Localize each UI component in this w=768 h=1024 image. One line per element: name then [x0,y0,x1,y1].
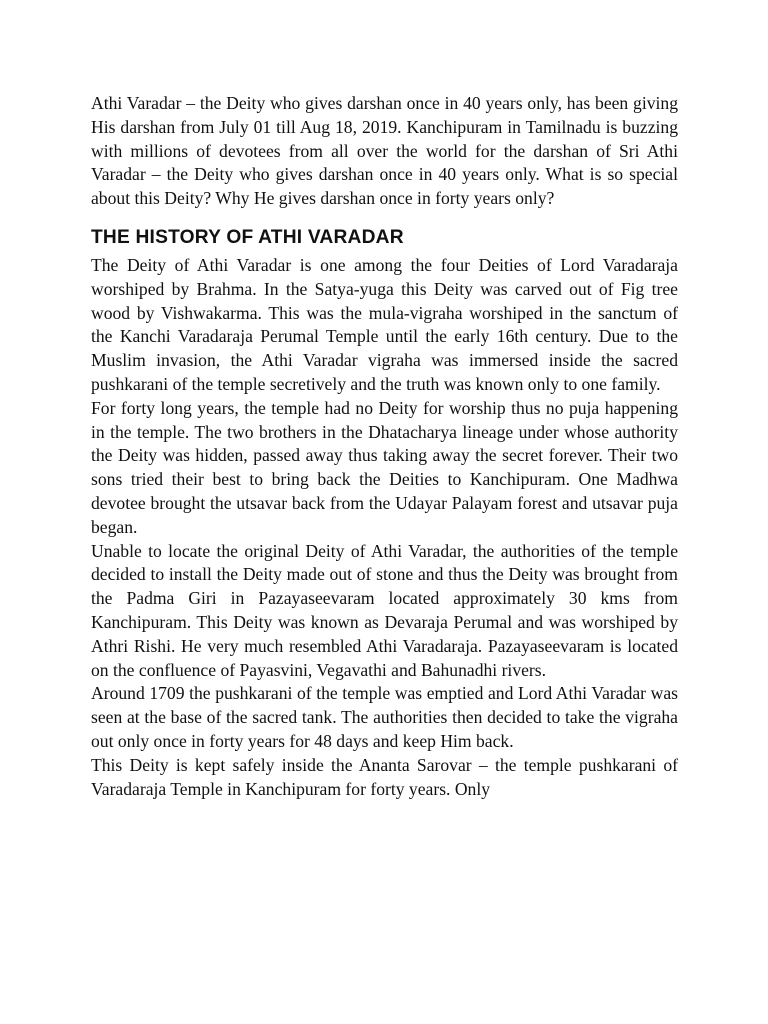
document-page [91,92,678,801]
intro-paragraph: Athi Varadar – the Deity who gives darshan once in 40 years only, has been giving His darshan from July 01 till Aug 18, 2019. Kanchipuram in Tamilnadu is buzzing with millions of devotees from all over the world for the darshan of Sri Athi Varadar – the Deity who gives darshan once in 40 years only. What is so special about this Deity? Why He gives darshan once in forty years only? [91,93,678,209]
section-heading: THE HISTORY OF ATHI VARADAR [91,226,404,248]
body-paragraph-2: For forty long years, the temple had no Deity for worship thus no puja happening in the temple. The two brothers in the Dhatacharya lineage under whose authority the Deity was hidden, passed away thus taking away the secret forever. Their two sons tried their best to bring back the Deities to Kanchipuram. One Madhwa devotee brought the utsavar back from the Udayar Palayam forest and utsavar puja began. [91,397,678,537]
body-paragraph-4: Around 1709 the pushkarani of the temple was emptied and Lord Athi Varadar was seen at the base of the sacred tank. The authorities then decided to take the vigraha out only once in forty years for 48 days and keep Him back. [91,683,678,751]
body-paragraph-5: This Deity is kept safely inside the Ananta Sarovar – the temple pushkarani of Varadaraja Temple in Kanchipuram for forty years. Only [91,754,678,799]
body-paragraph-1: The Deity of Athi Varadar is one among the four Deities of Lord Varadaraja worshiped by Brahma. In the Satya-yuga this Deity was carved out of Fig tree wood by Vishwakarma. This was the mula-vigraha worshiped in the sanctum of the Kanchi Varadaraja Perumal Temple until the early 16th century. Due to the Muslim invasion, the Athi Varadar vigraha was immersed inside the sacred pushkarani of the temple secretively and the truth was known only to one family. [91,254,678,394]
body-paragraph-3: Unable to locate the original Deity of Athi Varadar, the authorities of the temple decided to install the Deity made out of stone and thus the Deity was brought from the Padma Giri in Pazayaseevaram located approximately 30 kms from Kanchipuram. This Deity was known as Devaraja Perumal and was worshiped by Athri Rishi. He very much resembled Athi Varadaraja. Pazayaseevaram is located on the confluence of Payasvini, Vegavathi and Bahunadhi rivers. [91,540,678,680]
